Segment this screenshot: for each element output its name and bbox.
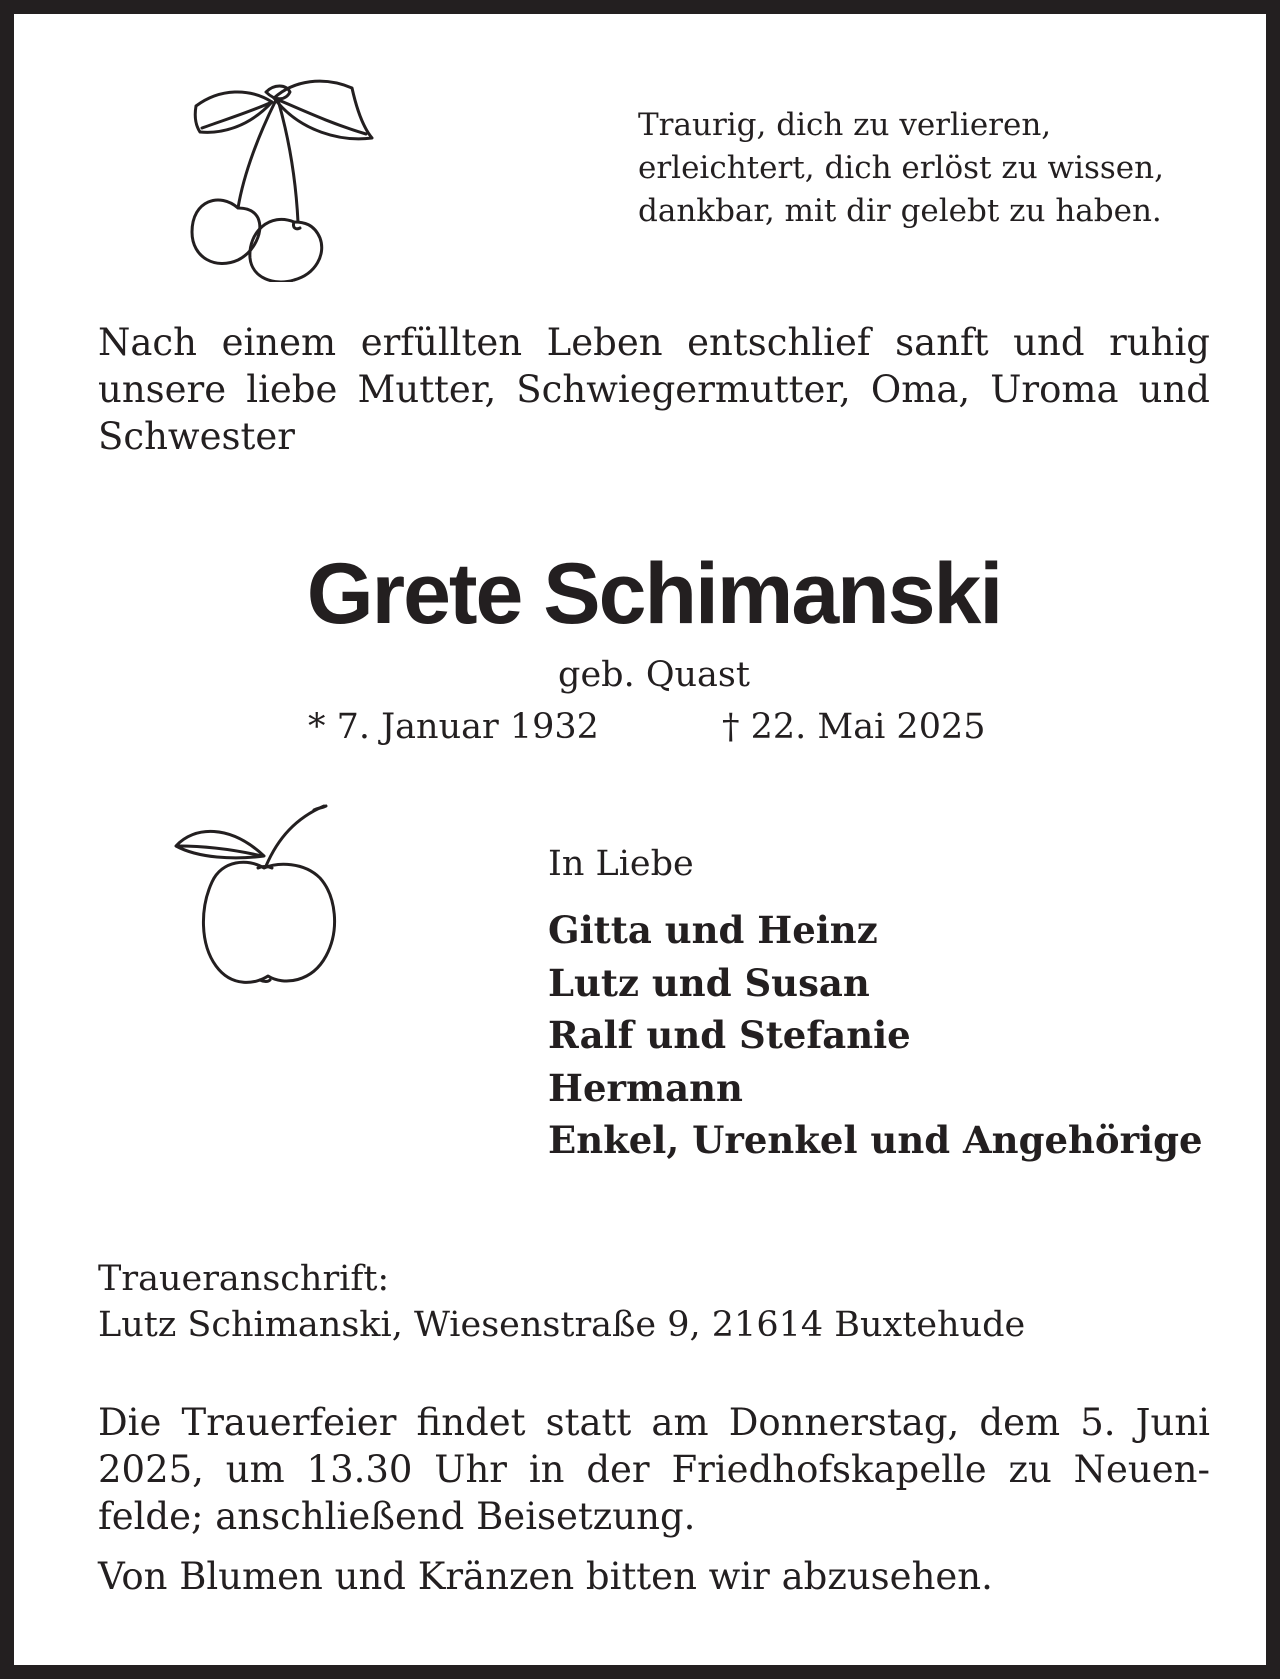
ceremony-line: Die Trauerfeier findet statt am Donnerstag, dem 5. Juni (98, 1401, 1210, 1444)
mourning-address (98, 1256, 1210, 1348)
ceremony-line: felde; anschließend Beisetzung. (98, 1495, 696, 1538)
mourners-list (548, 904, 1203, 1167)
mourner-name: Gitta und Heinz (548, 908, 878, 952)
mourner-name: Ralf und Stefanie (548, 1013, 911, 1057)
birth-date: * 7. Januar 1932 (308, 707, 599, 747)
mourner-name: Hermann (548, 1065, 743, 1110)
ceremony-paragraph (98, 1399, 1210, 1540)
death-date: † 22. Mai 2025 (722, 707, 986, 747)
address-label: Traueranschrift: (98, 1259, 390, 1299)
poem-line: dankbar, mit dir gelebt zu haben. (638, 193, 1162, 229)
poem-line: Traurig, dich zu verlieren, (638, 107, 1052, 143)
address-value: Lutz Schimanski, Wiesenstraße 9, 21614 Buxtehude (98, 1305, 1026, 1345)
birth-name: geb. Quast (558, 655, 750, 695)
intro-line: Schwester (98, 415, 295, 458)
intro-line: unsere liebe Mutter, Schwiegermutter, Oma, Uroma und (98, 368, 1210, 411)
apple-icon (174, 804, 344, 994)
mourner-name: Enkel, Urenkel und Angehörige (548, 1118, 1203, 1162)
poem (638, 104, 1238, 233)
cherry-icon (190, 62, 380, 282)
mourner-name: Lutz und Susan (548, 960, 870, 1005)
poem-line: erleichtert, dich erlöst zu wissen, (638, 150, 1164, 186)
mourners-intro: In Liebe (548, 844, 694, 884)
intro-paragraph (98, 319, 1210, 460)
intro-line: Nach einem erfüllten Leben entschlief sanft und ruhig (98, 321, 1210, 364)
deceased-name: Grete Schimanski (306, 546, 1002, 642)
ceremony-line: 2025, um 13.30 Uhr in der Friedhofskapelle zu Neuen- (98, 1448, 1210, 1491)
flowers-note: Von Blumen und Kränzen bitten wir abzusehen. (98, 1555, 993, 1598)
